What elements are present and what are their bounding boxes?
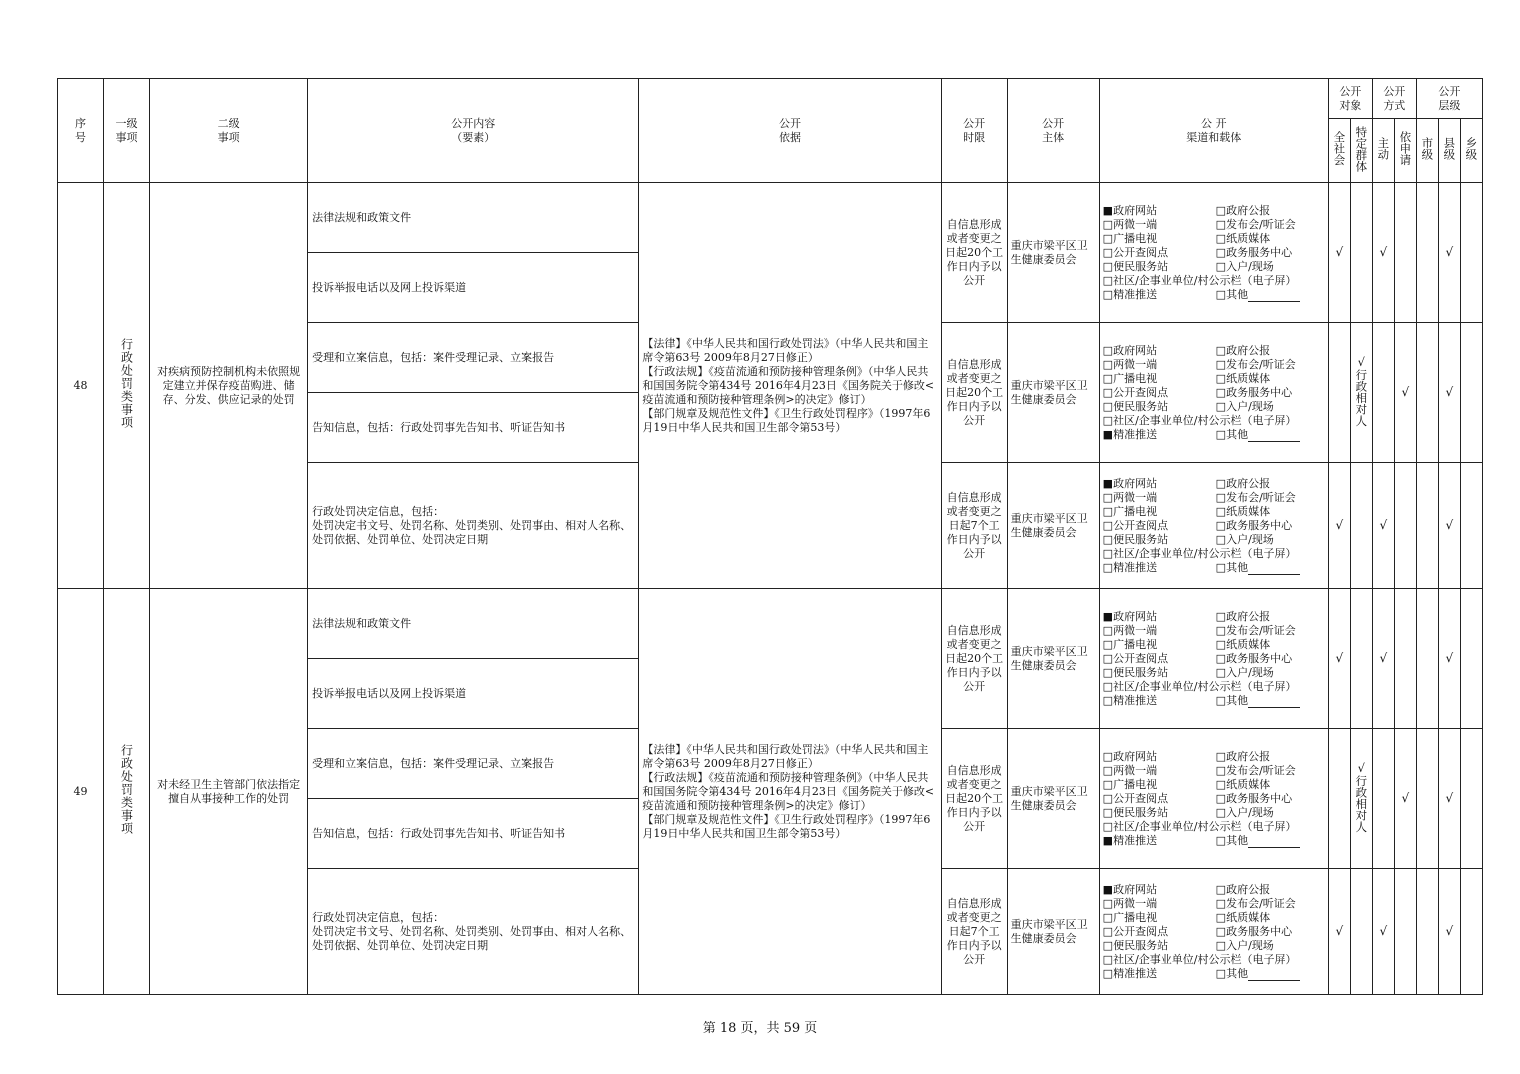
mark-target-specific: [1350, 463, 1372, 589]
channel-option: □发布会/听证会: [1215, 623, 1296, 637]
channel-option: □政务服务中心: [1215, 245, 1293, 259]
channel-option: □政府网站: [1102, 749, 1158, 763]
header-content: 公开内容 （要素）: [308, 79, 639, 183]
item-level1: 行政处罚类事项: [104, 183, 150, 589]
mark-level-town: [1460, 323, 1482, 463]
channel-option: □纸质媒体: [1215, 504, 1271, 518]
channel-option: □其他: [1216, 428, 1300, 442]
channel-option: □便民服务站: [1102, 665, 1169, 679]
mark-target-all: √: [1328, 869, 1350, 995]
channel-option: □两微一端: [1102, 896, 1158, 910]
mark-level-city: [1416, 589, 1438, 729]
channel-option: □两微一端: [1102, 490, 1158, 504]
item-basis: 【法律】《中华人民共和国行政处罚法》（中华人民共和国主席令第63号 2009年8月27日修正） 【行政法规】《疫苗流通和预防接种管理条例》（中华人民共和国国务院令第434号 2016年4月23日《国务院关于修改<疫苗流通和预防接种管理条例>的决定》修订） 【部门规章及规范性文件】《卫生行政处罚程序》（1997年6月19日中华人民共和国卫生部令第53号）: [639, 589, 941, 995]
header-method-active: 主动: [1372, 119, 1394, 183]
channel-option: □广播电视: [1102, 371, 1158, 385]
item-channels: [1099, 869, 1328, 995]
header-period: 公开 时限: [941, 79, 1007, 183]
mark-level-town: [1460, 463, 1482, 589]
channel-option: □纸质媒体: [1215, 777, 1271, 791]
channel-option: □其他: [1216, 967, 1300, 981]
disclosure-table: [57, 78, 1483, 995]
item-channels: [1099, 463, 1328, 589]
mark-target-all: √: [1328, 463, 1350, 589]
item-period: 自信息形成或者变更之日起20个工作日内予以公开: [941, 729, 1007, 869]
channel-option: □便民服务站: [1102, 532, 1169, 546]
channel-option: □两微一端: [1102, 623, 1158, 637]
item-level2: 对未经卫生主管部门依法指定擅自从事接种工作的处罚: [150, 589, 308, 995]
mark-level-county: √: [1438, 589, 1460, 729]
channel-option: □政府公报: [1215, 749, 1271, 763]
channel-option: □政府公报: [1215, 476, 1271, 490]
channel-option: □纸质媒体: [1215, 371, 1271, 385]
channel-option: □精准推送: [1102, 287, 1158, 301]
header-level-city: 市级: [1416, 119, 1438, 183]
mark-target-all: √: [1328, 183, 1350, 323]
channel-option: ■精准推送: [1102, 427, 1158, 441]
mark-method-apply: √: [1394, 729, 1416, 869]
item-period: 自信息形成或者变更之日起20个工作日内予以公开: [941, 589, 1007, 729]
item-content: 行政处罚决定信息，包括： 处罚决定书文号、处罚名称、处罚类别、处罚事由、相对人名称、处罚依据、处罚单位、处罚决定日期: [308, 463, 639, 589]
channel-option: □两微一端: [1102, 357, 1158, 371]
mark-target-all: [1328, 729, 1350, 869]
channel-option: □入户/现场: [1215, 938, 1274, 952]
mark-method-apply: [1394, 183, 1416, 323]
channel-option: □政府网站: [1102, 343, 1158, 357]
channel-option: ■政府网站: [1102, 609, 1158, 623]
mark-level-town: [1460, 869, 1482, 995]
item-content: 法律法规和政策文件: [308, 183, 639, 253]
mark-level-county: √: [1438, 729, 1460, 869]
channel-option: □政府公报: [1215, 609, 1271, 623]
item-period: 自信息形成或者变更之日起20个工作日内予以公开: [941, 323, 1007, 463]
mark-method-active: √: [1372, 589, 1394, 729]
mark-level-town: [1460, 183, 1482, 323]
mark-level-city: [1416, 323, 1438, 463]
mark-level-town: [1460, 729, 1482, 869]
header-level: 公开 层级: [1416, 79, 1482, 119]
header-channel: 公 开 渠道和载体: [1099, 79, 1328, 183]
channel-option: □纸质媒体: [1215, 637, 1271, 651]
channel-option: ■政府网站: [1102, 476, 1158, 490]
header-level-county: 县级: [1438, 119, 1460, 183]
header-level1: 一级 事项: [104, 79, 150, 183]
item-level2: 对疾病预防控制机构未依照规定建立并保存疫苗购进、储存、分发、供应记录的处罚: [150, 183, 308, 589]
mark-target-specific: [1350, 589, 1372, 729]
mark-method-active: [1372, 323, 1394, 463]
blank-line: [1248, 697, 1300, 708]
channel-option: □其他: [1216, 834, 1300, 848]
header-level-town: 乡级: [1460, 119, 1482, 183]
channel-option: □社区/企事业单位/村公示栏（电子屏）: [1102, 679, 1297, 693]
channel-option: □社区/企事业单位/村公示栏（电子屏）: [1102, 952, 1297, 966]
channel-option: □便民服务站: [1102, 399, 1169, 413]
mark-method-active: [1372, 729, 1394, 869]
item-subject: 重庆市梁平区卫生健康委员会: [1007, 869, 1099, 995]
blank-line: [1248, 970, 1300, 981]
channel-option: □纸质媒体: [1215, 910, 1271, 924]
blank-line: [1248, 564, 1300, 575]
mark-target-all: √: [1328, 589, 1350, 729]
channel-option: □政务服务中心: [1215, 385, 1293, 399]
item-period: 自信息形成或者变更之日起20个工作日内予以公开: [941, 183, 1007, 323]
channel-option: □发布会/听证会: [1215, 357, 1296, 371]
item-seq: 48: [58, 183, 104, 589]
blank-line: [1248, 837, 1300, 848]
item-period: 自信息形成或者变更之日起7个工作日内予以公开: [941, 869, 1007, 995]
channel-option: □社区/企事业单位/村公示栏（电子屏）: [1102, 273, 1297, 287]
channel-option: □纸质媒体: [1215, 231, 1271, 245]
table-row: [58, 183, 1483, 253]
channel-option: □广播电视: [1102, 637, 1158, 651]
channel-option: □广播电视: [1102, 910, 1158, 924]
channel-option: □社区/企事业单位/村公示栏（电子屏）: [1102, 819, 1297, 833]
mark-method-apply: [1394, 463, 1416, 589]
item-content: 告知信息，包括：行政处罚事先告知书、听证告知书: [308, 799, 639, 869]
header-target-all: 全社会: [1328, 119, 1350, 183]
item-channels: [1099, 589, 1328, 729]
channel-option: □政务服务中心: [1215, 518, 1293, 532]
item-level1: 行政处罚类事项: [104, 589, 150, 995]
header-seq: 序 号: [58, 79, 104, 183]
header-basis: 公开 依据: [639, 79, 941, 183]
item-subject: 重庆市梁平区卫生健康委员会: [1007, 589, 1099, 729]
item-content: 行政处罚决定信息，包括： 处罚决定书文号、处罚名称、处罚类别、处罚事由、相对人名称、处罚依据、处罚单位、处罚决定日期: [308, 869, 639, 995]
item-channels: [1099, 729, 1328, 869]
channel-option: □政务服务中心: [1215, 651, 1293, 665]
channel-option: □发布会/听证会: [1215, 217, 1296, 231]
item-period: 自信息形成或者变更之日起7个工作日内予以公开: [941, 463, 1007, 589]
item-content: 投诉举报电话以及网上投诉渠道: [308, 253, 639, 323]
channel-option: □公开查阅点: [1102, 924, 1169, 938]
channel-option: □公开查阅点: [1102, 518, 1169, 532]
header-subject: 公开 主体: [1007, 79, 1099, 183]
blank-line: [1248, 431, 1300, 442]
channel-option: □发布会/听证会: [1215, 490, 1296, 504]
channel-option: □其他: [1216, 561, 1300, 575]
channel-option: □其他: [1216, 694, 1300, 708]
item-channels: [1099, 183, 1328, 323]
item-subject: 重庆市梁平区卫生健康委员会: [1007, 729, 1099, 869]
channel-option: □发布会/听证会: [1215, 896, 1296, 910]
header-method: 公开 方式: [1372, 79, 1416, 119]
channel-option: □公开查阅点: [1102, 651, 1169, 665]
mark-level-county: √: [1438, 183, 1460, 323]
item-basis: 【法律】《中华人民共和国行政处罚法》（中华人民共和国主席令第63号 2009年8月27日修正） 【行政法规】《疫苗流通和预防接种管理条例》（中华人民共和国国务院令第434号 2016年4月23日《国务院关于修改<疫苗流通和预防接种管理条例>的决定》修订） 【部门规章及规范性文件】《卫生行政处罚程序》（1997年6月19日中华人民共和国卫生部令第53号）: [639, 183, 941, 589]
channel-option: □入户/现场: [1215, 532, 1274, 546]
channel-option: □精准推送: [1102, 693, 1158, 707]
channel-option: ■精准推送: [1102, 833, 1158, 847]
item-subject: 重庆市梁平区卫生健康委员会: [1007, 463, 1099, 589]
item-content: 投诉举报电话以及网上投诉渠道: [308, 659, 639, 729]
channel-option: □政务服务中心: [1215, 924, 1293, 938]
channel-option: □政府公报: [1215, 203, 1271, 217]
channel-option: □公开查阅点: [1102, 245, 1169, 259]
item-content: 受理和立案信息，包括：案件受理记录、立案报告: [308, 729, 639, 799]
mark-level-city: [1416, 729, 1438, 869]
channel-option: □便民服务站: [1102, 938, 1169, 952]
mark-method-apply: [1394, 869, 1416, 995]
header-target: 公开 对象: [1328, 79, 1372, 119]
channel-option: □广播电视: [1102, 504, 1158, 518]
header-method-apply: 依申请: [1394, 119, 1416, 183]
item-content: 告知信息，包括：行政处罚事先告知书、听证告知书: [308, 393, 639, 463]
channel-option: □其他: [1216, 288, 1300, 302]
item-channels: [1099, 323, 1328, 463]
channel-option: □便民服务站: [1102, 805, 1169, 819]
mark-level-town: [1460, 589, 1482, 729]
mark-target-specific: [1350, 183, 1372, 323]
channel-option: □广播电视: [1102, 231, 1158, 245]
mark-level-county: √: [1438, 463, 1460, 589]
mark-method-apply: √: [1394, 323, 1416, 463]
header-level2: 二级 事项: [150, 79, 308, 183]
channel-option: □社区/企事业单位/村公示栏（电子屏）: [1102, 413, 1297, 427]
mark-method-active: √: [1372, 183, 1394, 323]
table-row: [58, 589, 1483, 659]
channel-option: □发布会/听证会: [1215, 763, 1296, 777]
channel-option: ■政府网站: [1102, 882, 1158, 896]
channel-option: □入户/现场: [1215, 665, 1274, 679]
mark-target-specific: [1350, 869, 1372, 995]
mark-target-specific: √行政相对人: [1350, 323, 1372, 463]
channel-option: □入户/现场: [1215, 399, 1274, 413]
mark-level-county: √: [1438, 869, 1460, 995]
mark-method-active: √: [1372, 869, 1394, 995]
channel-option: □精准推送: [1102, 560, 1158, 574]
mark-target-all: [1328, 323, 1350, 463]
channel-option: □公开查阅点: [1102, 385, 1169, 399]
mark-level-city: [1416, 869, 1438, 995]
channel-option: □入户/现场: [1215, 805, 1274, 819]
page-footer: 第 18 页，共 59 页: [702, 1021, 818, 1036]
channel-option: □精准推送: [1102, 966, 1158, 980]
header-target-specific: 特定群体: [1350, 119, 1372, 183]
mark-level-county: √: [1438, 323, 1460, 463]
mark-level-city: [1416, 463, 1438, 589]
channel-option: □入户/现场: [1215, 259, 1274, 273]
mark-method-active: √: [1372, 463, 1394, 589]
channel-option: □两微一端: [1102, 763, 1158, 777]
channel-option: □社区/企事业单位/村公示栏（电子屏）: [1102, 546, 1297, 560]
item-content: 受理和立案信息，包括：案件受理记录、立案报告: [308, 323, 639, 393]
item-subject: 重庆市梁平区卫生健康委员会: [1007, 323, 1099, 463]
channel-option: □两微一端: [1102, 217, 1158, 231]
mark-level-city: [1416, 183, 1438, 323]
channel-option: □政府公报: [1215, 343, 1271, 357]
mark-target-specific: √行政相对人: [1350, 729, 1372, 869]
blank-line: [1248, 291, 1300, 302]
mark-method-apply: [1394, 589, 1416, 729]
channel-option: ■政府网站: [1102, 203, 1158, 217]
item-seq: 49: [58, 589, 104, 995]
channel-option: □便民服务站: [1102, 259, 1169, 273]
item-content: 法律法规和政策文件: [308, 589, 639, 659]
item-subject: 重庆市梁平区卫生健康委员会: [1007, 183, 1099, 323]
channel-option: □公开查阅点: [1102, 791, 1169, 805]
channel-option: □政务服务中心: [1215, 791, 1293, 805]
channel-option: □政府公报: [1215, 882, 1271, 896]
channel-option: □广播电视: [1102, 777, 1158, 791]
